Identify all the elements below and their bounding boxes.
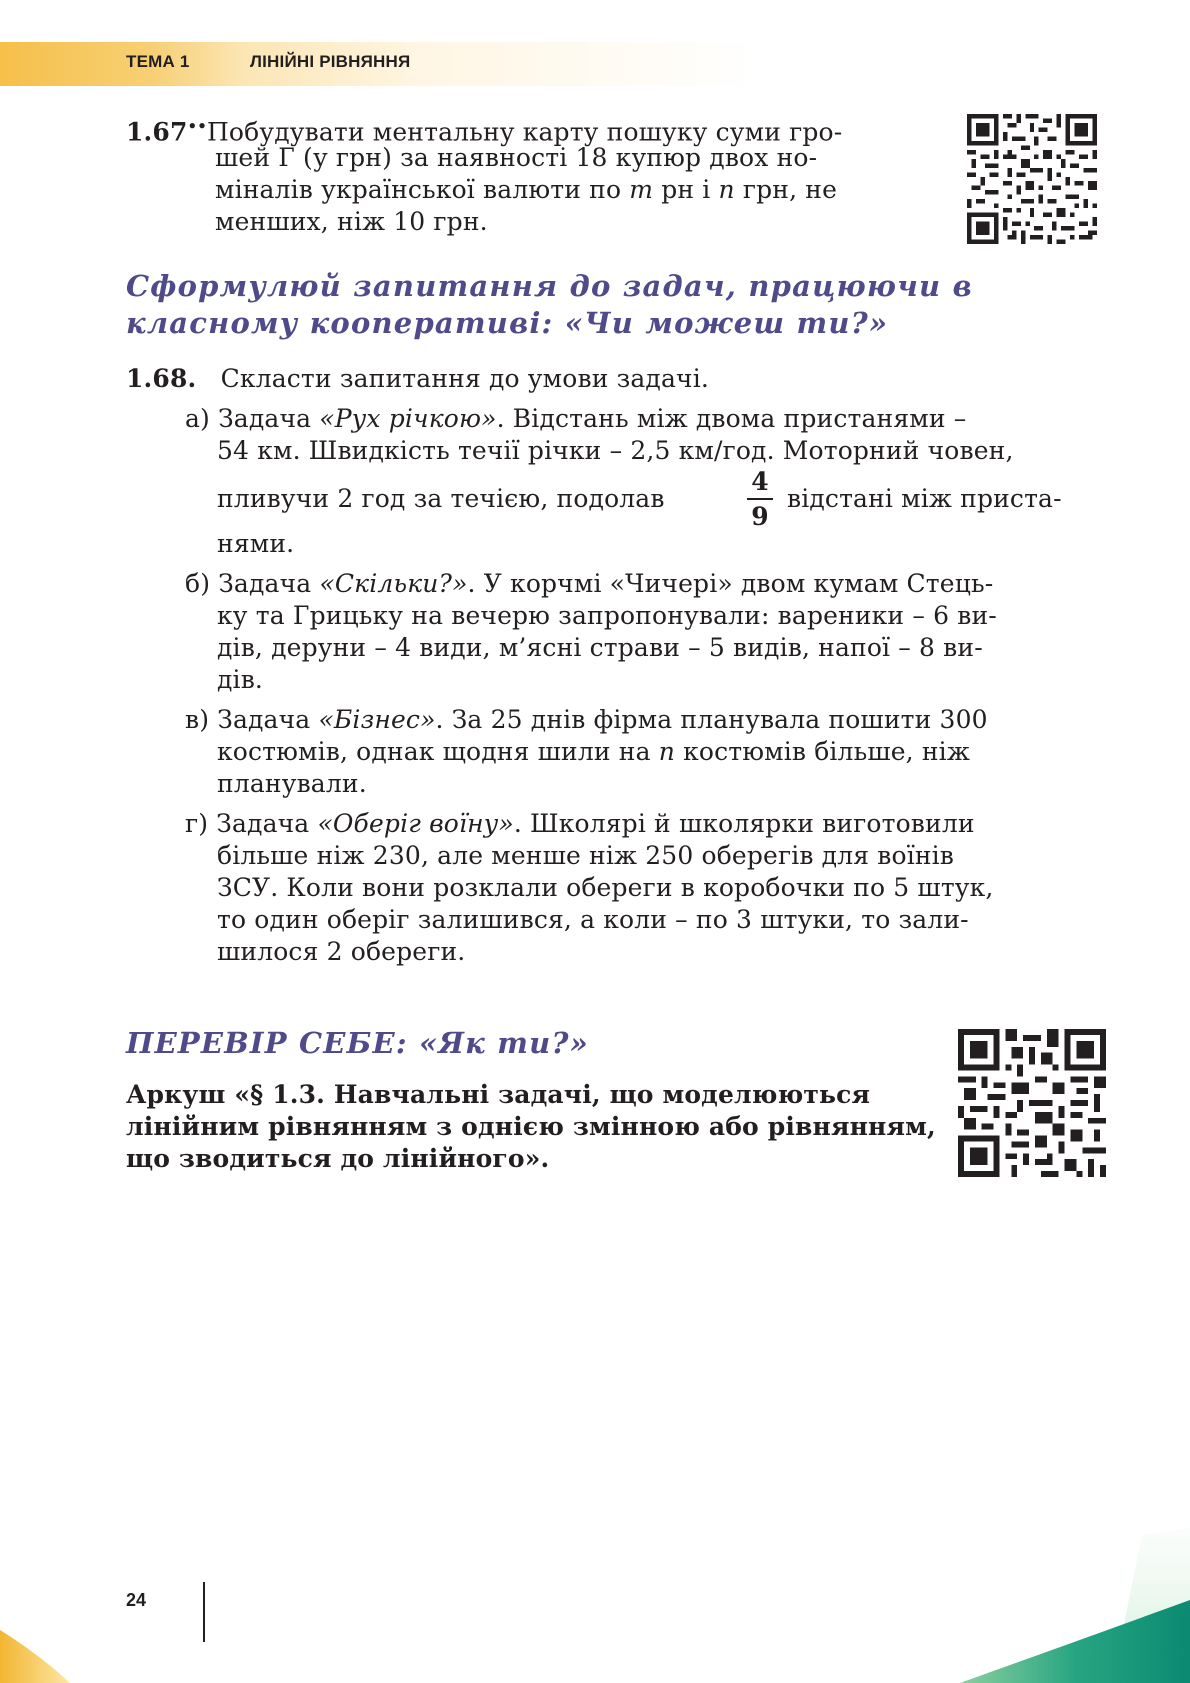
subtask-a-line-3-post: відстані між приста- [787,484,1062,513]
subtask-a-line-2: 54 км. Швидкість течії річки – 2,5 км/год. Моторний човен, [217,436,1014,465]
section-heading-line-1: Сформулюй запитання до задач, працюючи в [126,269,973,303]
problem-name: «Бізнес» [318,705,436,734]
qr-code-1[interactable] [967,114,1097,244]
subtask-a-line-4: нями. [217,529,295,558]
subtask-g-line-5: шилося 2 обереги. [217,937,466,966]
header-theme: ТЕМА 1 [126,52,190,71]
problem-name: «Оберіг воїну» [317,809,514,838]
section-heading-line-2: класному кооперативі: «Чи можеш ти?» [126,306,889,340]
subtask-g-line-1: г) Задача «Оберіг воїну». Школярі й школярки виготовили [185,809,975,838]
subtask-b-line-1: б) Задача «Скільки?». У корчмі «Чичері» двом кумам Стець- [185,569,994,598]
variable-n: n [658,737,676,766]
subtask-b-line-4: дів. [217,665,264,694]
problem-name: «Рух річкою» [319,404,497,433]
task-167-line-3: міналів української валюти по m рн і n грн, не [215,175,838,204]
task-number: 1.67 [126,117,188,147]
fraction-denominator: 9 [751,502,769,531]
task-text: Скласти запитання до умови задачі. [220,364,709,393]
subtask-v-line-1: в) Задача «Бізнес». За 25 днів фірма планувала пошити 300 [185,705,988,734]
task-167-line-2: шей Г (у грн) за наявності 18 купюр двох но- [215,143,818,172]
check-yourself-heading: ПЕРЕВІР СЕБЕ: «Як ти?» [126,1026,589,1060]
problem-name: «Скільки?» [319,569,468,598]
difficulty-mark: •• [187,117,207,135]
page-number: 24 [126,1590,147,1610]
subtask-b-line-2: ку та Грицьку на вечерю запропонували: вареники – 6 ви- [217,601,997,630]
subtask-g-line-2: більше ніж 230, але менше ніж 250 оберегів для воїнів [217,841,955,870]
task-number: 1.68. [126,364,197,393]
subtask-v-line-3: планували. [217,769,367,798]
fraction-bar [747,498,773,500]
subtask-b-line-3: дів, деруни – 4 види, м’ясні страви – 5 видів, напої – 8 ви- [217,633,983,662]
check-yourself-line-1: Аркуш «§ 1.3. Навчальні задачі, що моделюються [126,1080,871,1109]
variable-m: m [629,175,654,204]
task-167-line-4: менших, ніж 10 грн. [215,207,488,236]
variable-n: n [718,175,735,204]
subtask-v-line-2: костюмів, однак щодня шили на n костюмів більше, ніж [217,737,970,766]
subtask-a-line-3-pre: пливучи 2 год за течією, подолав [217,484,665,513]
subtask-a-line-1: а) Задача «Рух річкою». Відстань між двома пристанями – [185,404,967,433]
check-yourself-line-2: лінійним рівнянням з однією змінною або рівнянням, [126,1112,936,1141]
fraction-numerator: 4 [751,467,769,496]
footer-divider [203,1582,205,1642]
qr-code-2[interactable] [958,1029,1106,1177]
task-text: Побудувати ментальну карту пошуку суми гро- [206,117,843,147]
subtask-g-line-4: то один оберіг залишився, а коли – по 3 штуки, то зали- [217,905,969,934]
subtask-g-line-3: ЗСУ. Коли вони розклали обереги в коробочки по 5 штук, [217,873,994,902]
check-yourself-line-3: що зводиться до лінійного». [126,1144,550,1173]
fraction [745,468,775,531]
header-title: ЛІНІЙНІ РІВНЯННЯ [250,52,411,71]
task-168-intro [126,363,709,395]
